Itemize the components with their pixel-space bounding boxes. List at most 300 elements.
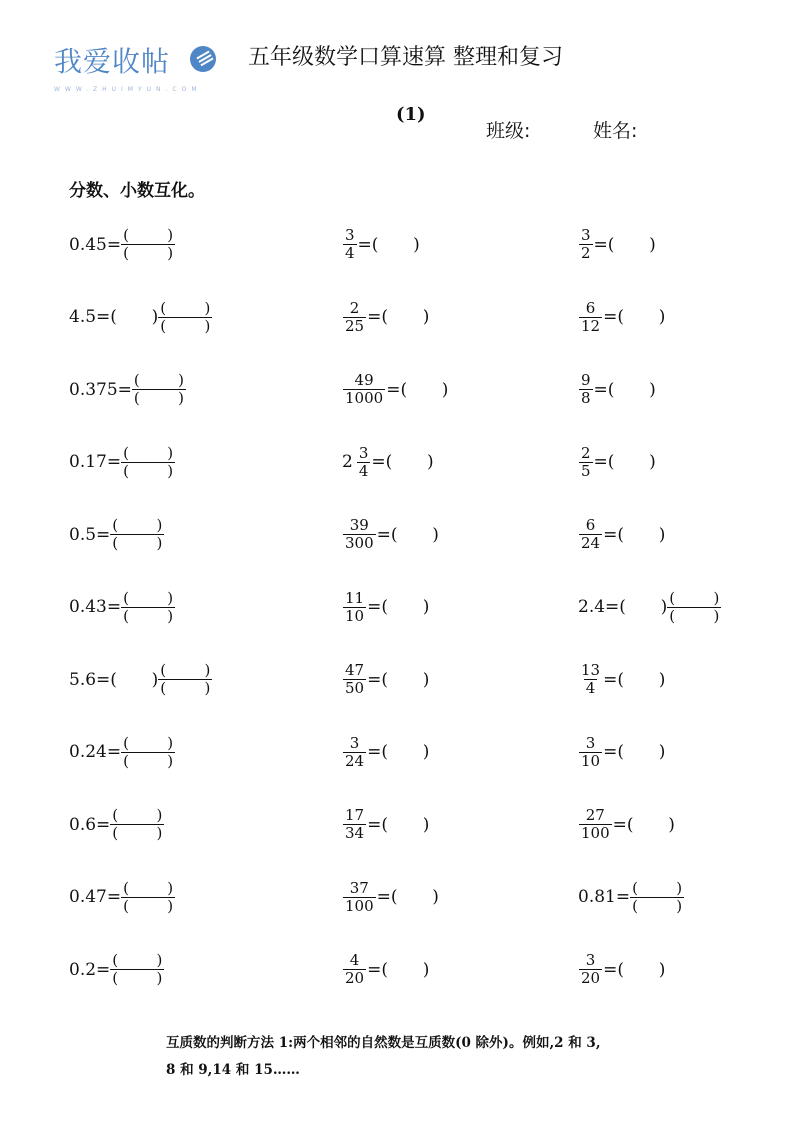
- left-paren: (: [112, 806, 119, 824]
- denominator: 8: [581, 389, 591, 407]
- numerator: 39: [349, 516, 369, 534]
- right-paren: ): [649, 234, 656, 255]
- left-paren: (: [160, 298, 167, 317]
- right-paren: ): [422, 814, 430, 835]
- denominator-blank: [121, 245, 175, 261]
- equals-sign: =: [603, 669, 618, 690]
- exercise-item: [342, 588, 430, 625]
- numerator: 6: [585, 298, 596, 317]
- right-paren: ): [156, 824, 163, 842]
- exercise-item: [69, 443, 175, 480]
- answer-blank[interactable]: [608, 235, 656, 255]
- section-title: 分数、小数互化。: [69, 181, 205, 201]
- decimal-value: 0.43: [69, 597, 107, 617]
- exercise-item: [342, 663, 429, 696]
- denominator: 10: [581, 751, 601, 770]
- decimal-value: 0.45: [69, 234, 107, 255]
- exercise-item: [578, 518, 665, 551]
- right-paren: ): [668, 814, 675, 835]
- right-paren: ): [156, 969, 163, 987]
- equals-sign: =: [386, 379, 401, 400]
- right-paren: ): [167, 226, 174, 244]
- equals-sign: =: [593, 379, 608, 400]
- numerator: 3: [349, 733, 360, 752]
- answer-fraction-blank[interactable]: [121, 588, 175, 625]
- equals-sign: =: [367, 742, 382, 762]
- exercise-item: [69, 808, 164, 841]
- equals-sign: =: [612, 814, 627, 835]
- numerator: 6: [585, 516, 596, 534]
- right-paren: ): [167, 461, 174, 480]
- left-paren: (: [123, 443, 129, 462]
- fraction: [343, 733, 366, 770]
- logo: [54, 40, 234, 96]
- numerator-blank: [110, 953, 164, 970]
- numerator-blank: [158, 663, 212, 680]
- right-paren: ): [204, 298, 211, 317]
- exercise-item: [342, 443, 434, 480]
- numerator-blank: [121, 588, 175, 608]
- exercise-item: [69, 663, 212, 696]
- equals-sign: =: [603, 307, 618, 327]
- exercise-item: [69, 228, 175, 261]
- denominator-blank: [110, 825, 164, 841]
- equals-sign: =: [96, 307, 111, 327]
- denominator-blank: [630, 898, 684, 914]
- equals-sign: =: [603, 959, 618, 980]
- numerator: 3: [358, 443, 369, 462]
- decimal-value: 5.6: [69, 669, 97, 690]
- left-paren: (: [607, 452, 615, 472]
- equals-sign: =: [96, 959, 111, 980]
- right-paren: ): [441, 379, 449, 400]
- exercise-item: [578, 878, 684, 915]
- whole-number-blank[interactable]: [110, 670, 158, 690]
- denominator: 5: [581, 461, 591, 480]
- answer-blank[interactable]: [381, 815, 429, 835]
- denominator-blank: [121, 898, 175, 914]
- equals-sign: =: [593, 234, 608, 255]
- right-paren: ): [204, 679, 211, 697]
- left-paren: (: [123, 606, 129, 625]
- denominator: 10: [345, 606, 365, 625]
- answer-blank[interactable]: [608, 380, 656, 400]
- logo-url: WWW.ZHUIMYUN.COM: [54, 86, 202, 93]
- right-paren: ): [156, 516, 163, 534]
- equals-sign: =: [367, 814, 382, 835]
- exercise-item: [578, 443, 656, 480]
- fraction: [579, 663, 602, 696]
- equals-sign: =: [106, 742, 122, 762]
- right-paren: ): [432, 524, 439, 545]
- numerator: 9: [581, 371, 591, 389]
- right-paren: ): [151, 669, 159, 690]
- right-paren: ): [422, 597, 430, 617]
- exercise-item: [69, 733, 175, 770]
- equals-sign: =: [615, 887, 631, 907]
- left-paren: (: [632, 896, 638, 915]
- left-paren: (: [123, 244, 129, 262]
- page-title: 五年级数学口算速算 整理和复习: [248, 45, 563, 70]
- numerator: 49: [354, 371, 374, 389]
- fraction: [579, 298, 602, 335]
- right-paren: ): [649, 452, 656, 472]
- right-paren: ): [151, 307, 159, 327]
- fraction: [579, 373, 593, 406]
- left-paren: (: [160, 316, 167, 335]
- right-paren: ): [713, 588, 720, 607]
- left-paren: (: [160, 661, 167, 679]
- exercise-item: [342, 518, 439, 551]
- numerator-blank: [158, 298, 212, 318]
- answer-blank[interactable]: [381, 960, 429, 980]
- fraction: [343, 588, 366, 625]
- numerator: 4: [349, 951, 360, 969]
- tip-note: [166, 1030, 726, 1084]
- equals-sign: =: [376, 887, 391, 907]
- fraction: [343, 953, 366, 986]
- numerator-blank: [110, 518, 164, 535]
- equals-sign: =: [96, 814, 111, 835]
- equals-sign: =: [357, 234, 372, 255]
- left-paren: (: [617, 959, 624, 980]
- logo-text: 我爱收帖: [54, 45, 171, 78]
- left-paren: (: [112, 969, 119, 987]
- left-paren: (: [619, 597, 626, 617]
- left-paren: (: [112, 951, 119, 969]
- denominator-blank: [121, 753, 175, 769]
- tip-line-2: 8 和 9,14 和 15……: [166, 1062, 300, 1078]
- equals-sign: =: [106, 234, 122, 255]
- fraction: [343, 228, 357, 261]
- answer-fraction-blank[interactable]: [158, 663, 212, 696]
- right-paren: ): [167, 733, 174, 752]
- exercise-item: [69, 298, 212, 335]
- left-paren: (: [112, 516, 119, 534]
- numerator-blank: [132, 373, 186, 390]
- decimal-value: 0.47: [69, 887, 107, 907]
- right-paren: ): [426, 452, 434, 472]
- left-paren: (: [385, 452, 393, 472]
- exercise-item: [69, 953, 164, 986]
- numerator: 3: [585, 733, 596, 752]
- equals-sign: =: [603, 524, 618, 545]
- denominator: 4: [358, 461, 369, 480]
- right-paren: ): [167, 896, 174, 915]
- right-paren: ): [167, 244, 174, 262]
- left-paren: (: [160, 679, 167, 697]
- left-paren: (: [617, 669, 624, 690]
- exercise-item: [578, 733, 666, 770]
- left-paren: (: [123, 878, 129, 897]
- numerator: 47: [345, 661, 365, 679]
- numerator-blank: [121, 443, 175, 463]
- denominator-blank: [132, 390, 186, 406]
- equals-sign: =: [96, 524, 111, 545]
- denominator: 4: [585, 679, 596, 697]
- right-paren: ): [658, 669, 666, 690]
- fraction: [579, 518, 602, 551]
- equals-sign: =: [106, 887, 122, 907]
- left-paren: (: [371, 234, 379, 255]
- left-paren: (: [133, 389, 140, 407]
- left-paren: (: [112, 534, 119, 552]
- exercise-item: [578, 228, 656, 261]
- numerator: 2: [581, 443, 591, 462]
- answer-fraction-blank[interactable]: [121, 878, 175, 915]
- left-paren: (: [123, 751, 129, 770]
- denominator: 50: [345, 679, 365, 697]
- exercise-item: [578, 808, 675, 841]
- fraction: [579, 953, 602, 986]
- exercise-item: [342, 298, 430, 335]
- right-paren: ): [676, 878, 683, 897]
- answer-blank[interactable]: [381, 597, 429, 617]
- decimal-value: 0.6: [69, 814, 97, 835]
- numerator: 2: [349, 298, 360, 317]
- right-paren: ): [167, 878, 174, 897]
- answer-fraction-blank[interactable]: [121, 228, 175, 261]
- right-paren: ): [422, 307, 430, 327]
- denominator: 100: [345, 896, 374, 915]
- fraction: [343, 663, 366, 696]
- denominator-blank: [110, 535, 164, 551]
- exercise-item: [69, 878, 175, 915]
- exercise-item: [342, 733, 430, 770]
- whole-number-blank[interactable]: [110, 307, 158, 327]
- exercise-item: [578, 588, 721, 625]
- fraction: [579, 228, 593, 261]
- fraction: [579, 808, 612, 841]
- exercise-item: [578, 373, 656, 406]
- left-paren: (: [607, 234, 615, 255]
- fraction: [579, 443, 593, 480]
- exercise-item: [342, 808, 429, 841]
- left-paren: (: [617, 742, 624, 762]
- numerator-blank: [110, 808, 164, 825]
- numerator-blank: [121, 733, 175, 753]
- right-paren: ): [713, 606, 720, 625]
- answer-blank[interactable]: [617, 670, 665, 690]
- equals-sign: =: [117, 379, 132, 400]
- right-paren: ): [658, 524, 666, 545]
- denominator: 20: [581, 969, 601, 987]
- numerator-blank: [121, 878, 175, 898]
- left-paren: (: [381, 597, 388, 617]
- left-paren: (: [669, 588, 676, 607]
- exercise-item: [342, 878, 439, 915]
- equals-sign: =: [106, 452, 122, 472]
- left-paren: (: [669, 606, 676, 625]
- left-paren: (: [400, 379, 408, 400]
- numerator: 27: [585, 806, 605, 824]
- answer-blank[interactable]: [617, 525, 665, 545]
- decimal-value: 0.375: [69, 379, 118, 400]
- left-paren: (: [110, 669, 117, 690]
- decimal-value: 0.81: [578, 887, 616, 907]
- right-paren: ): [178, 389, 184, 407]
- equals-sign: =: [605, 597, 620, 617]
- exercise-item: [342, 953, 429, 986]
- numerator: 17: [345, 806, 365, 824]
- right-paren: ): [658, 742, 666, 762]
- fraction: [343, 808, 366, 841]
- right-paren: ): [660, 597, 668, 617]
- right-paren: ): [204, 316, 211, 335]
- denominator-blank: [667, 608, 721, 624]
- left-paren: (: [390, 887, 398, 907]
- right-paren: ): [413, 234, 420, 255]
- numerator: 37: [349, 878, 369, 897]
- denominator: 12: [581, 316, 601, 335]
- exercise-item: [578, 953, 665, 986]
- answer-blank[interactable]: [372, 235, 420, 255]
- answer-blank[interactable]: [381, 670, 429, 690]
- left-paren: (: [133, 371, 140, 389]
- right-paren: ): [167, 588, 174, 607]
- exercise-item: [69, 518, 164, 551]
- left-paren: (: [626, 814, 634, 835]
- fraction: [357, 443, 371, 480]
- equals-sign: =: [106, 597, 122, 617]
- decimal-value: 0.24: [69, 742, 107, 762]
- exercise-item: [69, 373, 186, 406]
- answer-fraction-blank[interactable]: [132, 373, 186, 406]
- whole-number-blank[interactable]: [619, 597, 667, 617]
- equals-sign: =: [593, 452, 608, 472]
- numerator: 3: [585, 951, 596, 969]
- answer-fraction-blank[interactable]: [667, 588, 721, 625]
- left-paren: (: [123, 896, 129, 915]
- fraction: [343, 298, 366, 335]
- right-paren: ): [422, 669, 430, 690]
- equals-sign: =: [367, 597, 382, 617]
- answer-blank[interactable]: [381, 307, 429, 327]
- answer-blank[interactable]: [381, 742, 429, 762]
- answer-blank[interactable]: [617, 960, 665, 980]
- denominator-blank: [121, 608, 175, 624]
- answer-blank[interactable]: [617, 307, 665, 327]
- right-paren: ): [156, 534, 163, 552]
- right-paren: ): [167, 606, 174, 625]
- answer-fraction-blank[interactable]: [121, 443, 175, 480]
- right-paren: ): [178, 371, 184, 389]
- denominator-blank: [158, 318, 212, 334]
- left-paren: (: [123, 461, 129, 480]
- class-label: 班级:: [486, 120, 531, 142]
- answer-fraction-blank[interactable]: [121, 733, 175, 770]
- left-paren: (: [381, 669, 388, 690]
- left-paren: (: [381, 959, 388, 980]
- answer-fraction-blank[interactable]: [110, 953, 164, 986]
- left-paren: (: [607, 379, 615, 400]
- decimal-value: 2.4: [578, 597, 606, 617]
- left-paren: (: [112, 824, 119, 842]
- sheet-number: (1): [396, 104, 426, 125]
- left-paren: (: [390, 524, 398, 545]
- exercise-item: [578, 298, 666, 335]
- equals-sign: =: [96, 669, 111, 690]
- equals-sign: =: [371, 452, 386, 472]
- left-paren: (: [123, 588, 129, 607]
- answer-blank[interactable]: [400, 380, 448, 400]
- numerator: 3: [581, 226, 591, 244]
- decimal-value: 0.5: [69, 524, 97, 545]
- numerator: 11: [345, 588, 365, 607]
- right-paren: ): [658, 959, 666, 980]
- equals-sign: =: [367, 307, 382, 327]
- denominator: 300: [345, 534, 374, 552]
- denominator: 2: [581, 244, 591, 262]
- right-paren: ): [156, 951, 163, 969]
- fraction: [343, 373, 385, 406]
- left-paren: (: [632, 878, 638, 897]
- exercise-item: [578, 663, 665, 696]
- denominator: 4: [345, 244, 355, 262]
- denominator: 24: [345, 751, 365, 770]
- denominator: 34: [345, 824, 365, 842]
- numerator-blank: [667, 588, 721, 608]
- answer-fraction-blank[interactable]: [630, 878, 684, 915]
- left-paren: (: [123, 733, 129, 752]
- right-paren: ): [156, 806, 163, 824]
- answer-blank[interactable]: [608, 452, 656, 472]
- right-paren: ): [649, 379, 656, 400]
- left-paren: (: [381, 814, 388, 835]
- equals-sign: =: [376, 524, 391, 545]
- right-paren: ): [432, 887, 439, 907]
- decimal-value: 0.17: [69, 452, 107, 472]
- answer-fraction-blank[interactable]: [158, 298, 212, 335]
- answer-blank[interactable]: [627, 815, 675, 835]
- exercise-item: [342, 373, 448, 406]
- numerator-blank: [630, 878, 684, 898]
- denominator-blank: [121, 463, 175, 479]
- numerator-blank: [121, 228, 175, 245]
- right-paren: ): [422, 742, 430, 762]
- numerator: 3: [345, 226, 355, 244]
- left-paren: (: [381, 742, 388, 762]
- equals-sign: =: [367, 669, 382, 690]
- right-paren: ): [204, 661, 211, 679]
- left-paren: (: [110, 307, 117, 327]
- right-paren: ): [676, 896, 683, 915]
- fraction: [579, 733, 602, 770]
- answer-fraction-blank[interactable]: [110, 808, 164, 841]
- right-paren: ): [167, 751, 174, 770]
- tip-line-1: 互质数的判断方法 1:两个相邻的自然数是互质数(0 除外)。例如,2 和 3,: [166, 1035, 601, 1051]
- left-paren: (: [617, 307, 624, 327]
- right-paren: ): [167, 443, 174, 462]
- answer-blank[interactable]: [617, 742, 665, 762]
- right-paren: ): [422, 959, 430, 980]
- equals-sign: =: [603, 742, 618, 762]
- left-paren: (: [123, 226, 129, 244]
- denominator-blank: [110, 970, 164, 986]
- numerator: 13: [581, 661, 601, 679]
- denominator: 20: [345, 969, 365, 987]
- answer-fraction-blank[interactable]: [110, 518, 164, 551]
- denominator: 25: [345, 316, 365, 335]
- answer-blank[interactable]: [391, 887, 439, 907]
- whole-number: 2: [342, 452, 353, 472]
- left-paren: (: [381, 307, 388, 327]
- exercise-item: [342, 228, 420, 261]
- denominator: 24: [581, 534, 601, 552]
- answer-blank[interactable]: [386, 452, 434, 472]
- decimal-value: 0.2: [69, 959, 97, 980]
- answer-blank[interactable]: [391, 525, 439, 545]
